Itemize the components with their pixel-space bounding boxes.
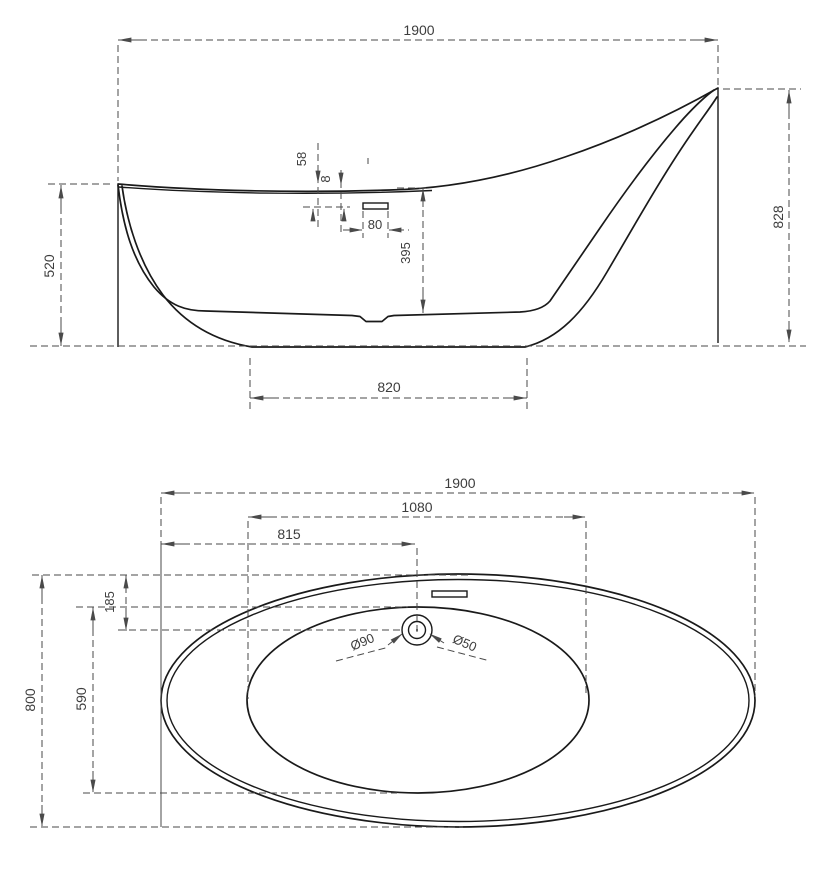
plan-dim-drain-waste-diameter	[430, 631, 490, 661]
side-dim-rim-to-overflow	[294, 143, 368, 227]
side-dim-rim-edge	[303, 170, 350, 232]
plan-dim-label-well-length: 1080	[401, 499, 433, 515]
plan-dim-label-drain-waste-diameter: Ø50	[450, 631, 480, 655]
plan-dim-drain-from-left	[161, 526, 417, 634]
side-rim-top-edge	[118, 88, 718, 191]
side-dim-label-inner-depth: 395	[398, 242, 413, 264]
plan-dim-label-drain-outer-diameter: Ø90	[347, 630, 377, 654]
side-dim-label-rim-edge: 8	[318, 175, 333, 183]
side-interior-profile	[118, 90, 714, 322]
plan-dim-label-drain-from-rim: 185	[102, 591, 117, 613]
side-dim-label-height-rear: 828	[770, 205, 786, 229]
plan-overflow-slot	[432, 591, 467, 597]
side-dim-height-front	[41, 184, 112, 346]
side-dim-overflow-width	[343, 211, 409, 238]
plan-dim-overall-length	[161, 475, 755, 827]
side-dim-overall-length	[118, 22, 718, 181]
plan-inner-rim	[167, 580, 749, 822]
side-view	[30, 22, 806, 411]
side-dim-inner-depth	[397, 188, 430, 313]
side-dim-label-overall-length: 1900	[403, 22, 435, 38]
side-outer-shell	[122, 97, 717, 347]
side-dim-label-height-front: 520	[41, 254, 57, 278]
side-dim-label-base-length: 820	[377, 379, 401, 395]
plan-bathing-well	[247, 607, 589, 793]
plan-dim-drain-outer-diameter	[336, 630, 402, 661]
plan-dim-well-width	[73, 607, 93, 793]
side-overflow-slot	[363, 203, 388, 209]
side-dim-base-length	[250, 358, 527, 411]
side-dim-label-rim-to-overflow: 58	[294, 151, 309, 167]
plan-dim-drain-from-rim	[102, 575, 126, 631]
side-dim-height-rear	[723, 89, 801, 343]
plan-dim-label-overall-length: 1900	[444, 475, 476, 491]
plan-dim-label-overall-width: 800	[22, 688, 38, 712]
side-dim-label-overflow-width: 80	[367, 217, 383, 232]
plan-dim-overall-width	[22, 575, 42, 827]
plan-outer-rim	[161, 574, 755, 827]
plan-view	[22, 475, 755, 827]
plan-dim-label-drain-from-left: 815	[277, 526, 301, 542]
plan-dim-label-well-width: 590	[73, 687, 89, 711]
